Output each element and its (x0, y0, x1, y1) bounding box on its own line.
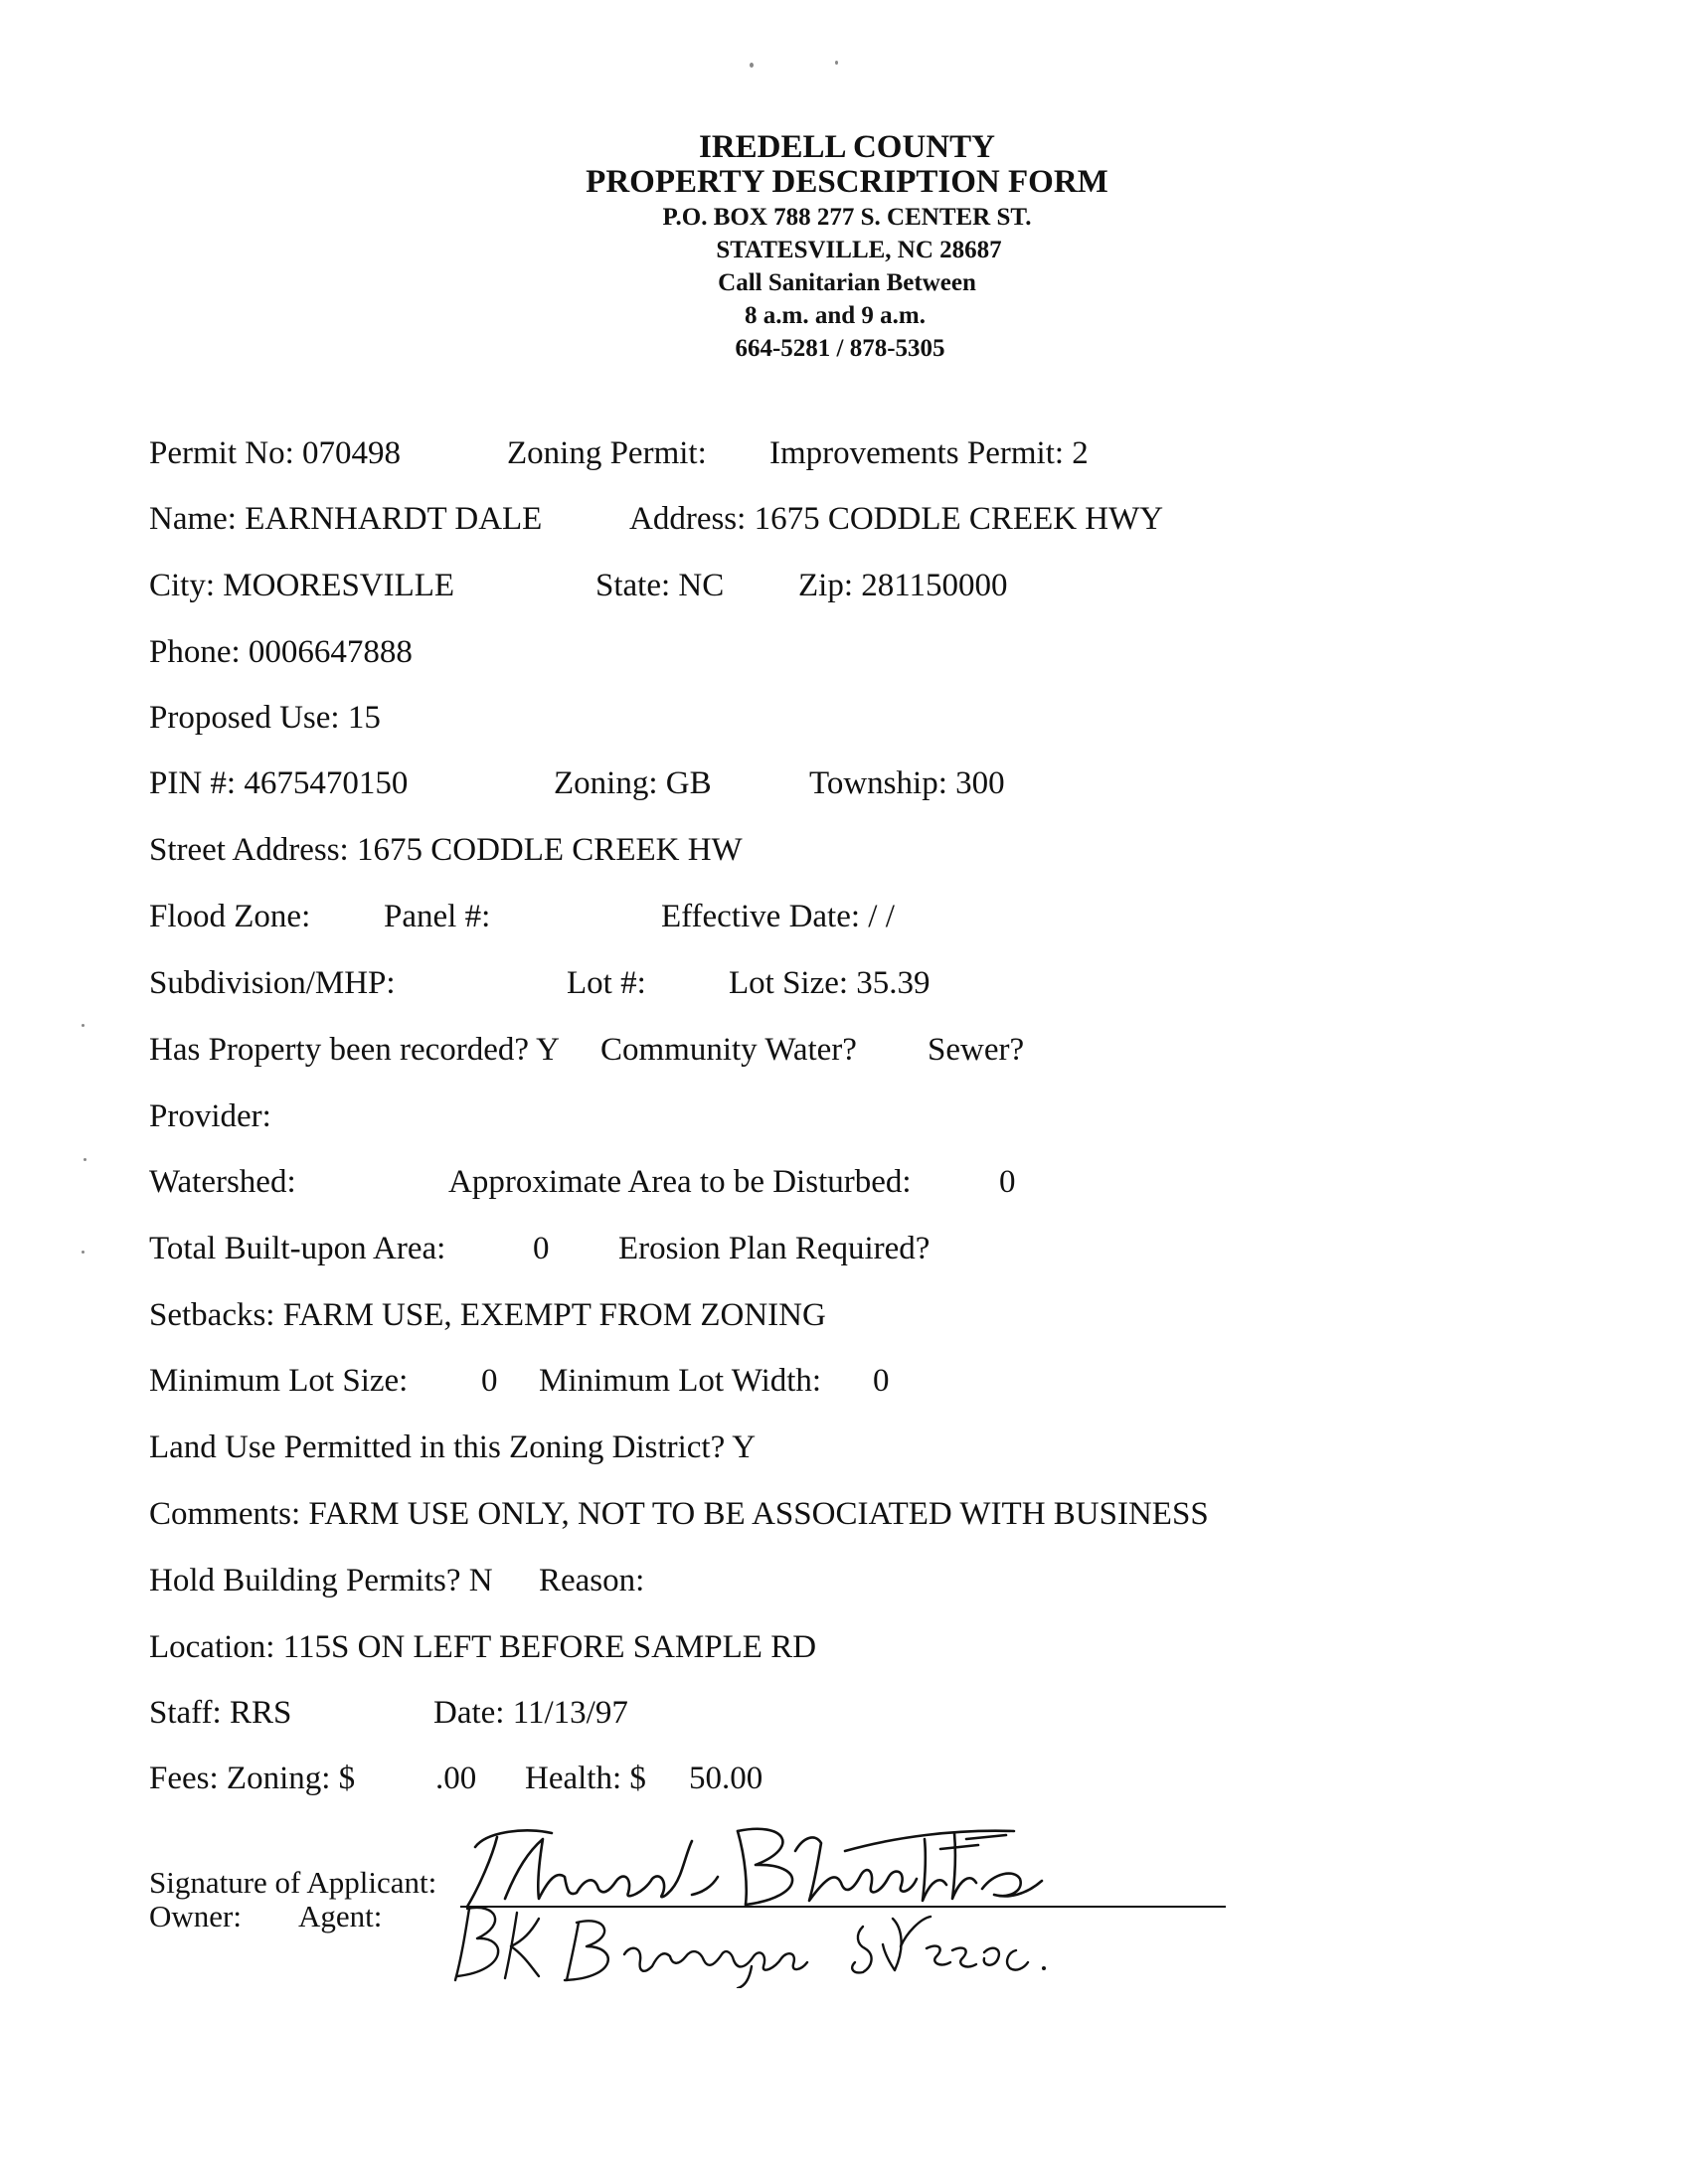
applicant-signature (457, 1809, 1054, 1919)
form-title: PROPERTY DESCRIPTION FORM (586, 164, 1108, 200)
owner-name: Name: EARNHARDT DALE (149, 501, 543, 537)
permit-number: Permit No: 070498 (149, 435, 401, 471)
watershed: Watershed: (149, 1164, 296, 1200)
fees-zoning-label: Fees: Zoning: $ (149, 1761, 356, 1796)
min-lot-width-value: 0 (873, 1363, 890, 1399)
pin: PIN #: 4675470150 (149, 765, 409, 801)
mailing-address: P.O. BOX 788 277 S. CENTER ST. (662, 204, 1032, 231)
county-title: IREDELL COUNTY (699, 129, 995, 165)
min-lot-size-value: 0 (481, 1363, 498, 1399)
hold-building-permits: Hold Building Permits? N (149, 1563, 493, 1598)
setbacks: Setbacks: FARM USE, EXEMPT FROM ZONING (149, 1297, 826, 1333)
panel-number: Panel #: (384, 899, 491, 934)
zoning-permit: Zoning Permit: (507, 435, 707, 471)
reason: Reason: (539, 1563, 645, 1598)
township: Township: 300 (809, 765, 1005, 801)
scan-speck (835, 61, 838, 65)
flood-zone: Flood Zone: (149, 899, 311, 934)
fees-health-label: Health: $ (525, 1761, 646, 1796)
zoning: Zoning: GB (554, 765, 712, 801)
street-address: Street Address: 1675 CODDLE CREEK HW (149, 832, 743, 868)
call-hours: 8 a.m. and 9 a.m. (745, 302, 926, 329)
call-instruction: Call Sanitarian Between (718, 269, 976, 296)
fees-zoning-value: .00 (435, 1761, 477, 1796)
min-lot-size-label: Minimum Lot Size: (149, 1363, 409, 1399)
city: City: MOORESVILLE (149, 568, 455, 603)
state: State: NC (595, 568, 725, 603)
owner-address: Address: 1675 CODDLE CREEK HWY (629, 501, 1164, 537)
location: Location: 115S ON LEFT BEFORE SAMPLE RD (149, 1629, 817, 1665)
signature-applicant-label: Signature of Applicant: (149, 1865, 437, 1900)
city-state-zip: STATESVILLE, NC 28687 (716, 237, 1002, 263)
lot-size: Lot Size: 35.39 (729, 965, 931, 1001)
form-header (0, 131, 1694, 369)
area-disturbed-label: Approximate Area to be Disturbed: (448, 1164, 912, 1200)
signature-line (460, 1906, 1226, 1908)
date: Date: 11/13/97 (433, 1695, 628, 1731)
scan-speck (82, 1251, 85, 1254)
agent-label: Agent: (298, 1899, 383, 1933)
property-recorded: Has Property been recorded? Y (149, 1032, 560, 1068)
zip: Zip: 281150000 (798, 568, 1008, 603)
phone-numbers: 664-5281 / 878-5305 (735, 335, 945, 362)
built-upon-value: 0 (533, 1231, 550, 1266)
min-lot-width-label: Minimum Lot Width: (539, 1363, 822, 1399)
staff: Staff: RRS (149, 1695, 292, 1731)
provider: Provider: (149, 1098, 271, 1134)
owner-label: Owner: (149, 1899, 242, 1933)
proposed-use: Proposed Use: 15 (149, 700, 381, 736)
scan-speck (82, 1024, 85, 1027)
comments: Comments: FARM USE ONLY, NOT TO BE ASSOCIATED WITH BUSINESS (149, 1496, 1209, 1532)
scan-speck (84, 1158, 86, 1161)
fees-health-value: 50.00 (689, 1761, 763, 1796)
area-disturbed-value: 0 (999, 1164, 1016, 1200)
improvements-permit: Improvements Permit: 2 (769, 435, 1089, 471)
phone: Phone: 0006647888 (149, 634, 413, 670)
lot-number: Lot #: (567, 965, 646, 1001)
effective-date: Effective Date: / / (661, 899, 895, 934)
agent-signature (447, 1889, 1064, 1988)
erosion-plan: Erosion Plan Required? (618, 1231, 931, 1266)
subdivision: Subdivision/MHP: (149, 965, 396, 1001)
built-upon-label: Total Built-upon Area: (149, 1231, 446, 1266)
sewer: Sewer? (928, 1032, 1025, 1068)
community-water: Community Water? (600, 1032, 857, 1068)
scan-speck (750, 63, 754, 68)
land-use-permitted: Land Use Permitted in this Zoning District? Y (149, 1429, 757, 1465)
